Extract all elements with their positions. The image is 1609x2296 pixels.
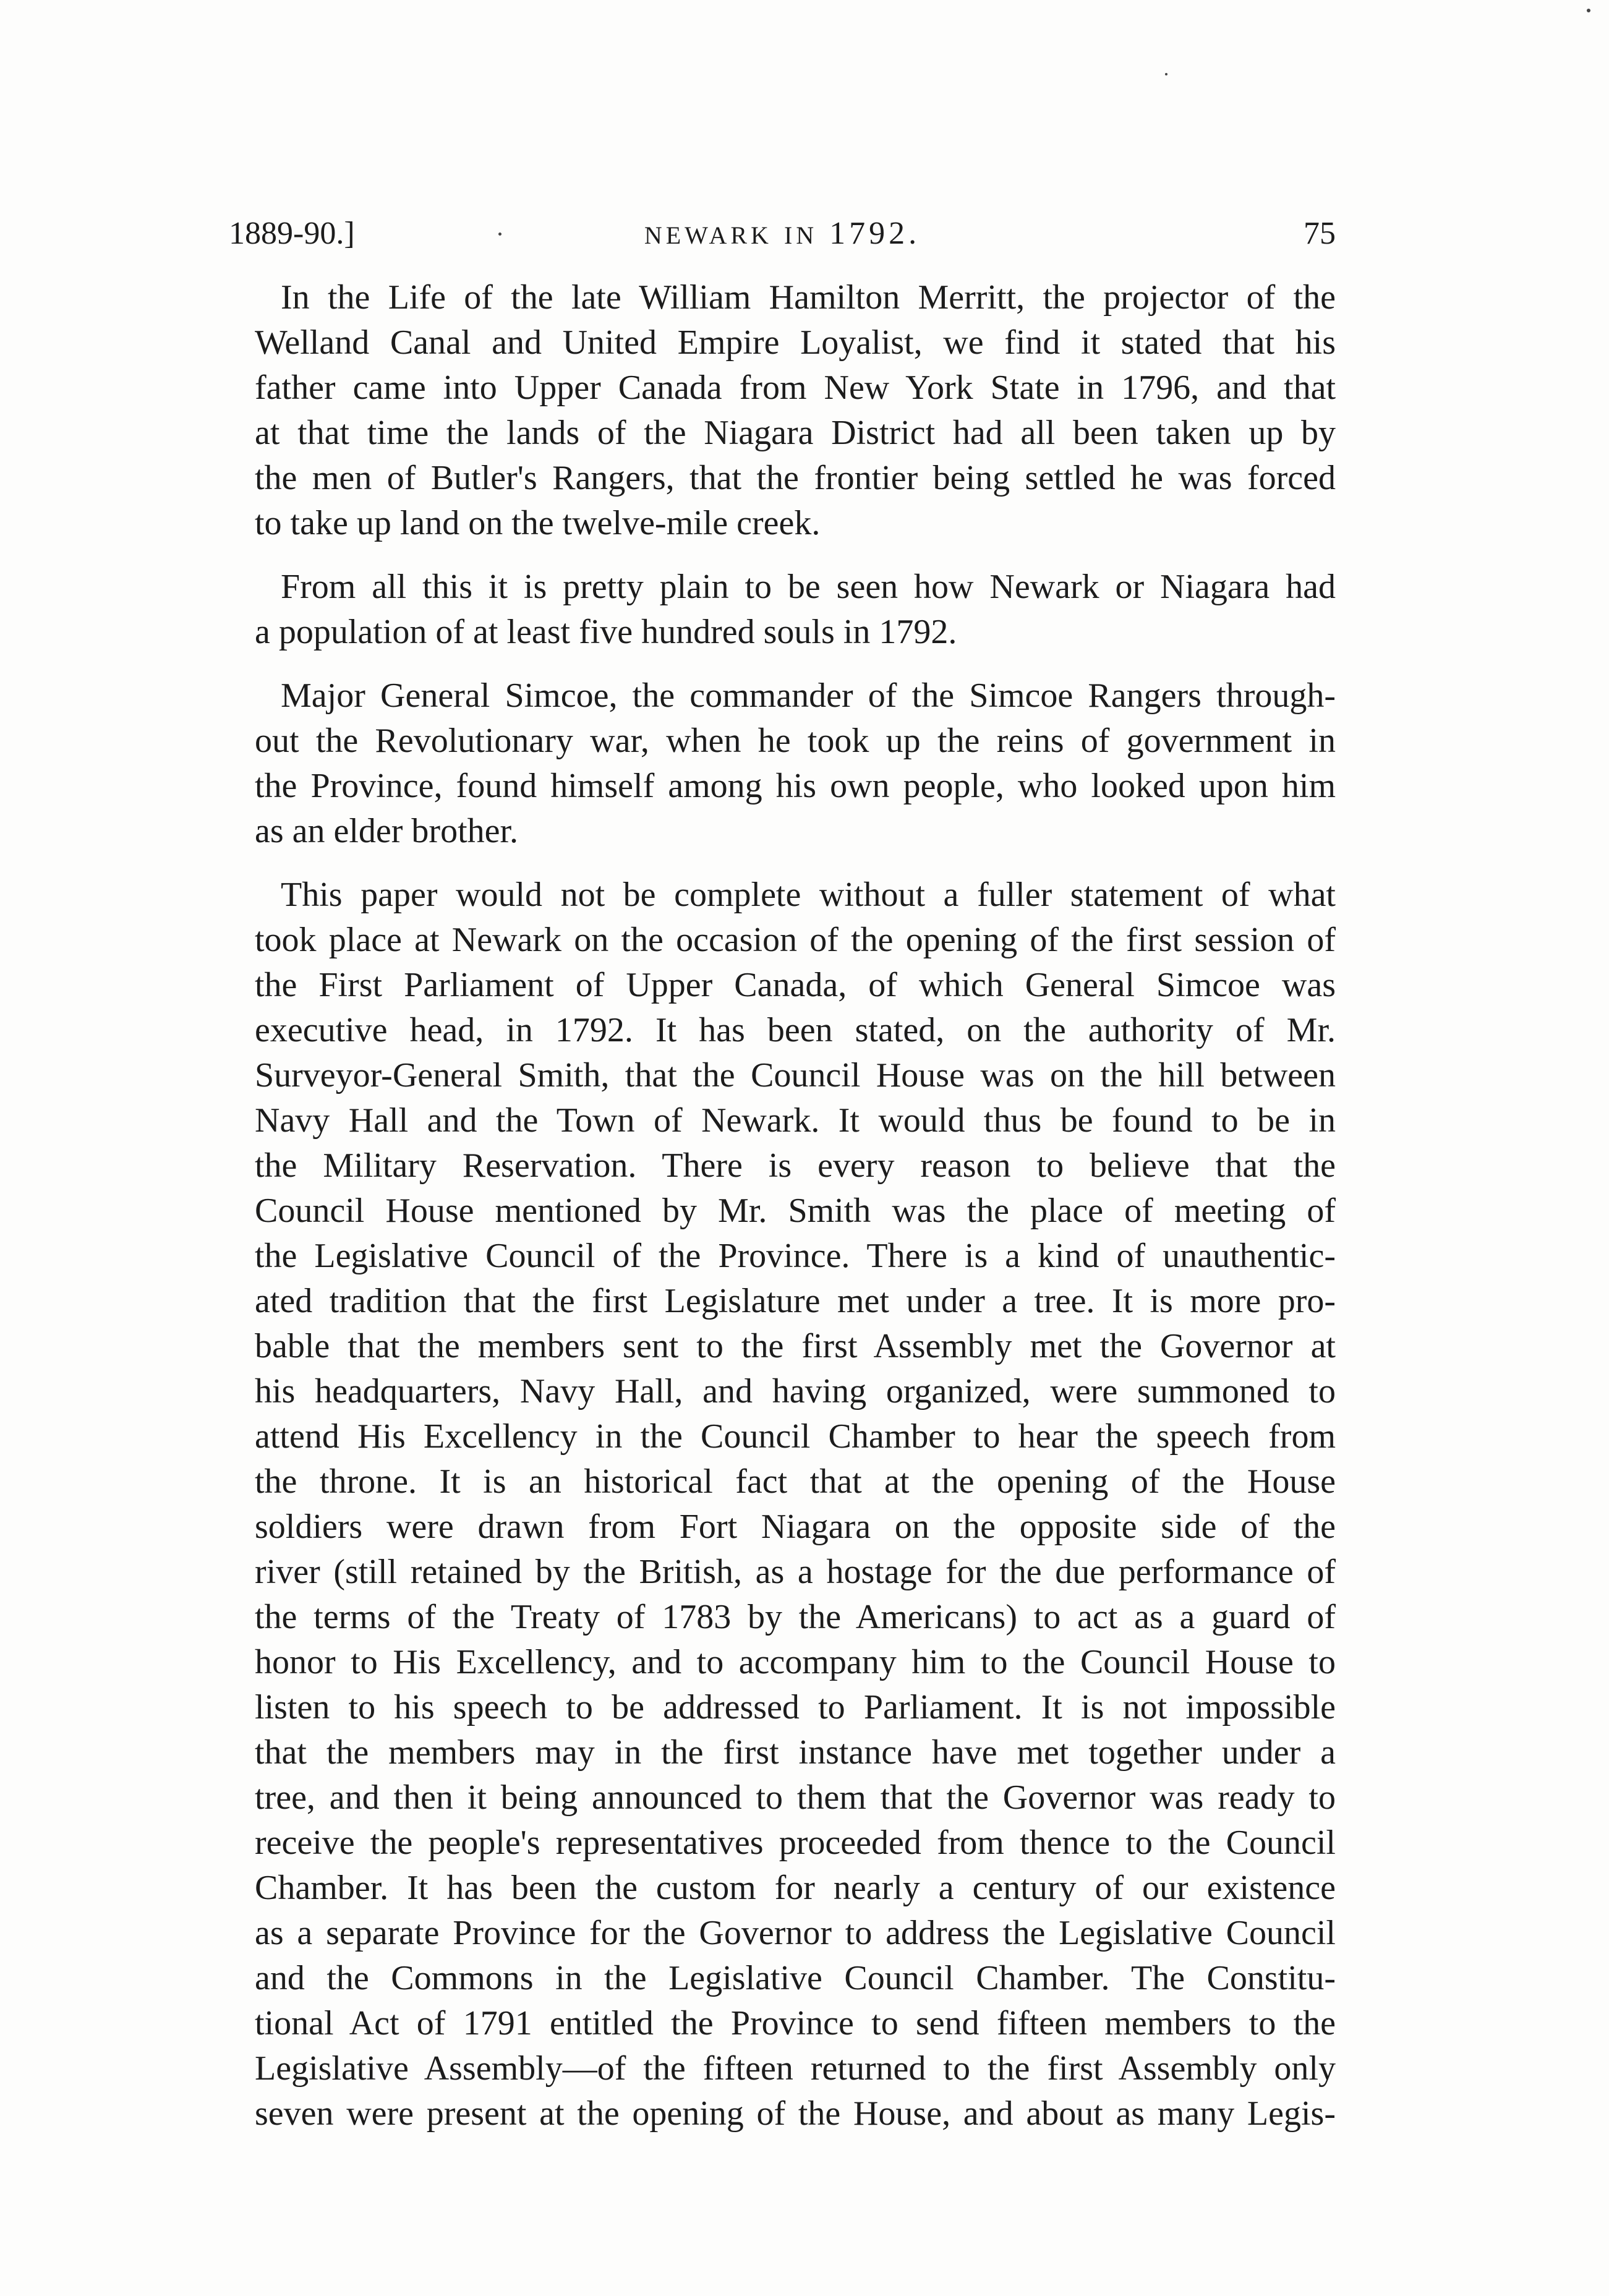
text-line: the throne. It is an historical fact that at the opening of the House: [255, 1462, 1336, 1501]
running-header: [229, 209, 1336, 258]
text-line: at that time the lands of the Niagara District had all been taken up by: [255, 414, 1336, 452]
text-line: the men of Butler's Rangers, that the frontier being settled he was forced: [255, 459, 1336, 497]
text-line: executive head, in 1792. It has been stated, on the authority of Mr.: [255, 1011, 1336, 1049]
header-title-word: IN: [783, 221, 818, 249]
text-line: his headquarters, Navy Hall, and having organized, were summoned to: [255, 1372, 1336, 1410]
text-line: In the Life of the late William Hamilton Merritt, the projector of the: [281, 278, 1336, 317]
page-number: 75: [1304, 216, 1336, 251]
header-volume-year: 1889-90.]: [229, 216, 355, 251]
text-line: Chamber. It has been the custom for nearly a century of our existence: [255, 1869, 1336, 1907]
text-line: took place at Newark on the occasion of the opening of the first session of: [255, 921, 1336, 959]
text-line: the Legislative Council of the Province. There is a kind of unauthentic-: [255, 1237, 1336, 1275]
header-title-word: NEWARK: [644, 221, 772, 249]
text-line: tree, and then it being announced to them that the Governor was ready to: [255, 1778, 1336, 1817]
text-line: tional Act of 1791 entitled the Province to send fifteen members to the: [255, 2004, 1336, 2042]
header-title: [229, 209, 1336, 260]
text-line: bable that the members sent to the first Assembly met the Governor at: [255, 1327, 1336, 1365]
text-line: a population of at least five hundred souls in 1792.: [255, 613, 957, 651]
text-line: This paper would not be complete without a fuller statement of what: [281, 876, 1336, 914]
text-line: Council House mentioned by Mr. Smith was the place of meeting of: [255, 1192, 1336, 1230]
paragraph: [229, 275, 1336, 546]
text-line: the terms of the Treaty of 1783 by the Americans) to act as a guard of: [255, 1598, 1336, 1636]
text-line: father came into Upper Canada from New York State in 1796, and that: [255, 369, 1336, 407]
text-line: Surveyor-General Smith, that the Council House was on the hill between: [255, 1056, 1336, 1095]
text-line: river (still retained by the British, as a hostage for the due performance of: [255, 1553, 1336, 1591]
text-line: seven were present at the opening of the House, and about as many Legis-: [255, 2094, 1336, 2133]
text-line: that the members may in the first instance have met together under a: [255, 1733, 1336, 1772]
text-line: Major General Simcoe, the commander of the Simcoe Rangers through-: [281, 676, 1336, 715]
text-line: attend His Excellency in the Council Chamber to hear the speech from: [255, 1417, 1336, 1456]
text-line: as an elder brother.: [255, 812, 519, 850]
text-line: the Province, found himself among his own people, who looked upon him: [255, 767, 1336, 805]
scan-speck: [1165, 73, 1167, 75]
text-line: out the Revolutionary war, when he took up the reins of government in: [255, 722, 1336, 760]
text-line: ated tradition that the first Legislature met under a tree. It is more pro-: [255, 1282, 1336, 1320]
paragraph: [229, 673, 1336, 854]
text-line: to take up land on the twelve-mile creek.: [255, 504, 821, 542]
text-line: the First Parliament of Upper Canada, of which General Simcoe was: [255, 966, 1336, 1004]
text-line: and the Commons in the Legislative Council Chamber. The Constitu-: [255, 1959, 1336, 1997]
text-line: Welland Canal and United Empire Loyalist, we find it stated that his: [255, 323, 1336, 362]
text-line: honor to His Excellency, and to accompany him to the Council House to: [255, 1643, 1336, 1681]
text-line: From all this it is pretty plain to be seen how Newark or Niagara had: [281, 568, 1336, 606]
paragraph: [229, 873, 1336, 2136]
text-line: Navy Hall and the Town of Newark. It would thus be found to be in: [255, 1101, 1336, 1140]
header-title-year: 1792.: [829, 216, 921, 251]
text-line: listen to his speech to be addressed to Parliament. It is not impossible: [255, 1688, 1336, 1726]
scan-speck: [1587, 9, 1590, 12]
text-line: soldiers were drawn from Fort Niagara on the opposite side of the: [255, 1508, 1336, 1546]
text-line: the Military Reservation. There is every reason to believe that the: [255, 1146, 1336, 1185]
paragraph: [229, 565, 1336, 655]
body-text: [229, 275, 1336, 2155]
text-line: Legislative Assembly—of the fifteen returned to the first Assembly only: [255, 2049, 1336, 2088]
text-line: receive the people's representatives proceeded from thence to the Council: [255, 1824, 1336, 1862]
text-line: as a separate Province for the Governor to address the Legislative Council: [255, 1914, 1336, 1952]
